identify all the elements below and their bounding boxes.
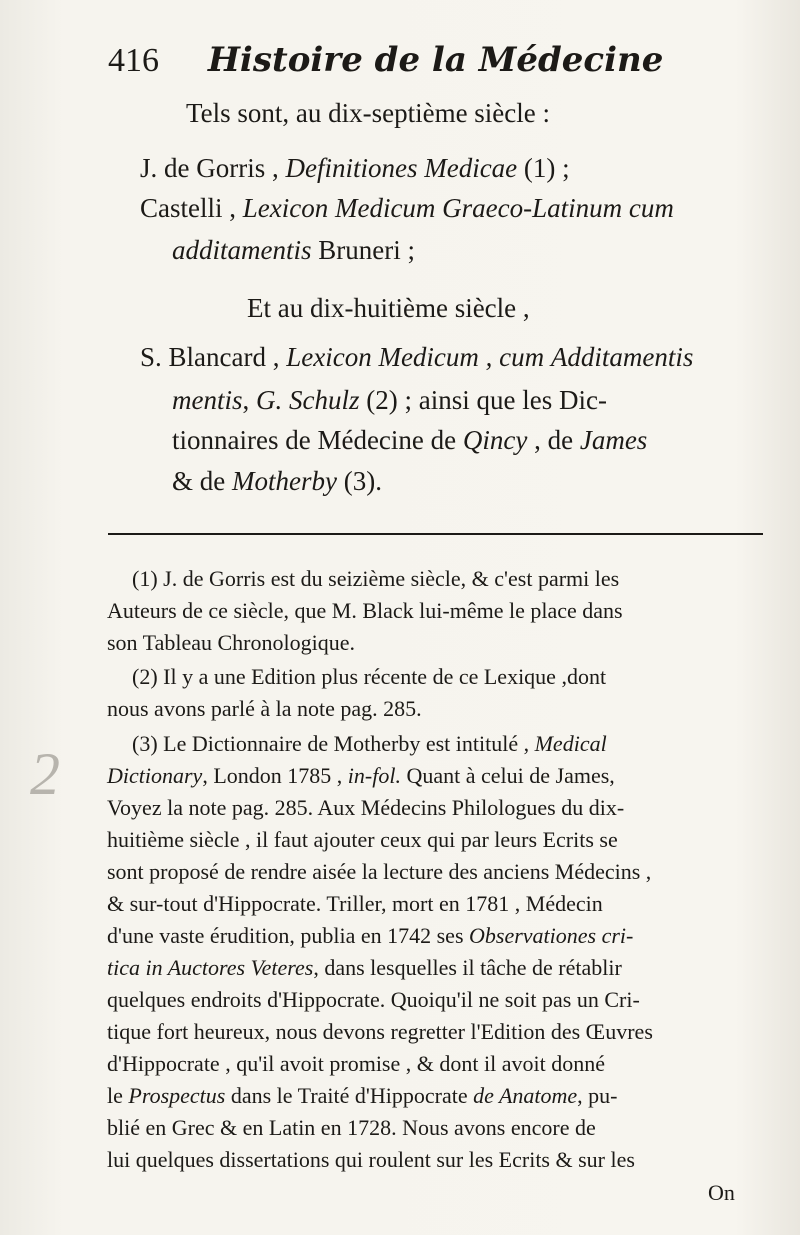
footnote-3-line: tique fort heureux, nous devons regretter l'Edition des Œuvres bbox=[107, 1019, 653, 1044]
footnote-3-line: d'une vaste érudition, publia en 1742 ses Observationes cri- bbox=[107, 923, 634, 948]
footnote-3-line: Dictionary, London 1785 , in-fol. Quant à celui de James, bbox=[107, 763, 615, 788]
footnote-2-line: nous avons parlé à la note pag. 285. bbox=[107, 696, 422, 721]
footnote-1-line: Auteurs de ce siècle, que M. Black lui-même le place dans bbox=[107, 598, 623, 623]
entry-blancard-line3: tionnaires de Médecine de Qincy , de James bbox=[172, 425, 648, 455]
catchword: On bbox=[708, 1180, 735, 1205]
footnote-3-line: le Prospectus dans le Traité d'Hippocrate de Anatome, pu- bbox=[107, 1083, 618, 1108]
page-number: 416 bbox=[108, 42, 159, 79]
running-title: Histoire de la Médecine bbox=[207, 40, 664, 80]
entry-gorris: J. de Gorris , Definitiones Medicae (1) ; bbox=[140, 153, 570, 183]
footnote-3-line: lui quelques dissertations qui roulent sur les Ecrits & sur les bbox=[107, 1147, 635, 1172]
entry-castelli-line2: additamentis Bruneri ; bbox=[172, 235, 415, 265]
footnote-3-line: Voyez la note pag. 285. Aux Médecins Philologues du dix- bbox=[107, 795, 625, 820]
margin-pencil-mark: 2 bbox=[30, 741, 60, 807]
intro-line: Tels sont, au dix-septième siècle : bbox=[186, 98, 551, 128]
entry-blancard-line2: mentis, G. Schulz (2) ; ainsi que les Dic- bbox=[172, 385, 607, 415]
footnote-3-line: huitième siècle , il faut ajouter ceux qui par leurs Ecrits se bbox=[107, 827, 618, 852]
entry-blancard-line4: & de Motherby (3). bbox=[172, 466, 382, 496]
running-header bbox=[108, 38, 668, 83]
footnote-3-line: sont proposé de rendre aisée la lecture des anciens Médecins , bbox=[107, 859, 652, 884]
footnote-3-line: blié en Grec & en Latin en 1728. Nous avons encore de bbox=[107, 1115, 596, 1140]
entry-castelli-line1: Castelli , Lexicon Medicum Graeco-Latinum cum bbox=[140, 193, 674, 223]
footnote-3-line: tica in Auctores Veteres, dans lesquelles il tâche de rétablir bbox=[107, 955, 622, 980]
footnote-2-line: (2) Il y a une Edition plus récente de ce Lexique ,dont bbox=[132, 664, 607, 689]
entry-blancard-line1: S. Blancard , Lexicon Medicum , cum Additamentis bbox=[140, 342, 694, 372]
section-heading-18th: Et au dix-huitième siècle , bbox=[247, 293, 530, 323]
footnote-3-line: & sur-tout d'Hippocrate. Triller, mort en 1781 , Médecin bbox=[107, 891, 603, 916]
footnote-3-line: (3) Le Dictionnaire de Motherby est intitulé , Medical bbox=[132, 731, 607, 756]
footnote-3-line: d'Hippocrate , qu'il avoit promise , & dont il avoit donné bbox=[107, 1051, 605, 1076]
footnote-1-line: son Tableau Chronologique. bbox=[107, 630, 355, 655]
footnote-3-line: quelques endroits d'Hippocrate. Quoiqu'il ne soit pas un Cri- bbox=[107, 987, 640, 1012]
footnote-rule bbox=[108, 533, 763, 535]
footnote-1-line: (1) J. de Gorris est du seizième siècle, & c'est parmi les bbox=[132, 566, 620, 591]
